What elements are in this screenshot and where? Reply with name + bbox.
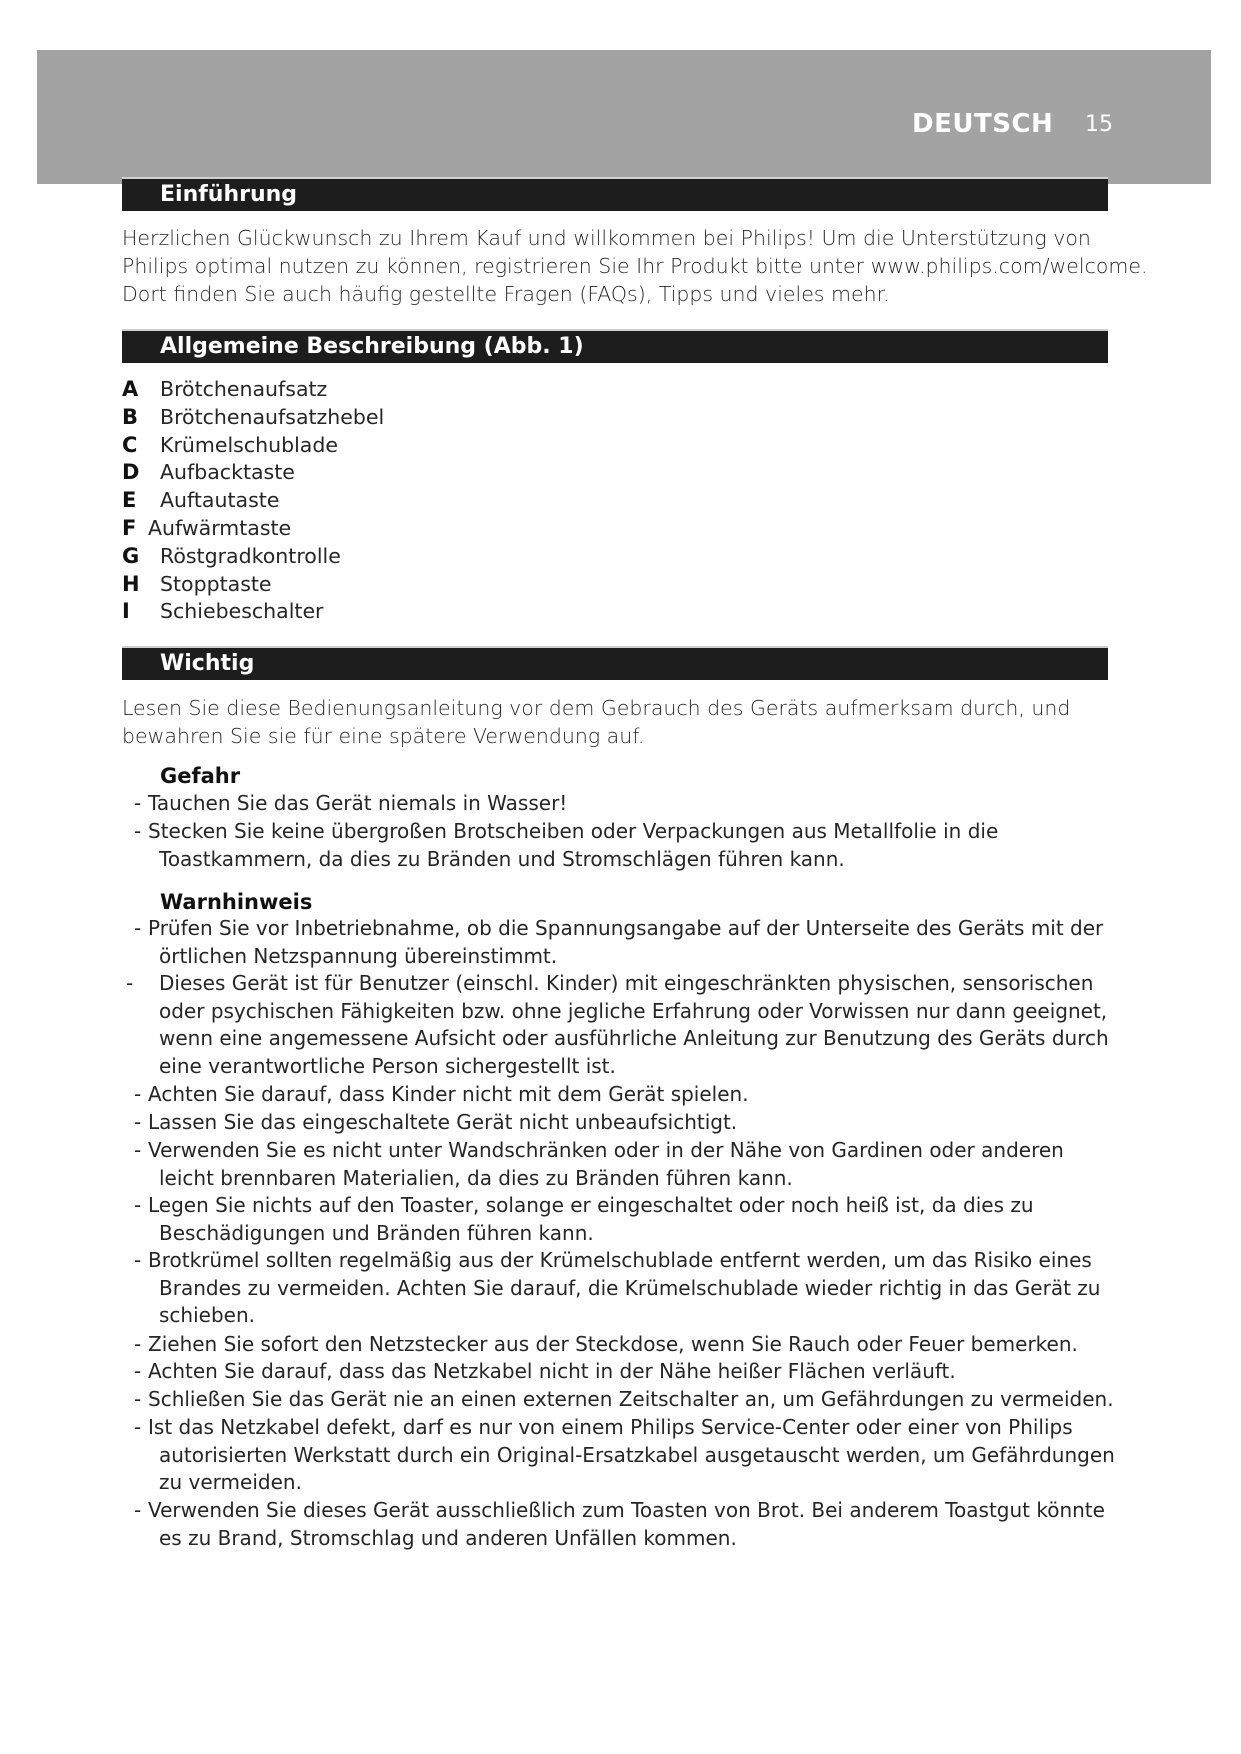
bullet-dash: - bbox=[134, 916, 142, 940]
bullet-text-line: Brotkrümel sollten regelmäßig aus der Krümelschublade entfernt werden, um das Risiko eines bbox=[148, 1248, 1092, 1272]
bullet-dash: - bbox=[134, 1498, 142, 1522]
bullet-dash: - bbox=[134, 1387, 142, 1411]
intro-line-2: Philips optimal nutzen zu können, registrieren Sie Ihr Produkt bitte unter www.philips.com/welcome. bbox=[122, 254, 1148, 278]
part-letter: H bbox=[122, 572, 140, 596]
bullet-text-line: Tauchen Sie das Gerät niemals in Wasser! bbox=[148, 791, 568, 815]
part-label: Auftautaste bbox=[160, 488, 280, 512]
section-bar-description bbox=[122, 329, 1108, 363]
bullet-dash: - bbox=[134, 1193, 142, 1217]
part-letter: F bbox=[122, 516, 137, 540]
bullet-dash: - bbox=[134, 1415, 142, 1439]
bullet-text-line: autorisierten Werkstatt durch ein Original-Ersatzkabel ausgetauscht werden, um Gefährdungen bbox=[159, 1442, 1115, 1467]
page-number: 15 bbox=[1085, 112, 1113, 137]
bullet-text-line: Verwenden Sie dieses Gerät ausschließlich zum Toasten von Brot. Bei anderem Toastgut könnte bbox=[148, 1498, 1105, 1522]
bullet-text-line: Stecken Sie keine übergroßen Brotscheiben oder Verpackungen aus Metallfolie in die bbox=[148, 819, 999, 843]
bullet-text-line: Schließen Sie das Gerät nie an einen externen Zeitschalter an, um Gefährdungen zu vermeiden. bbox=[148, 1387, 1114, 1411]
part-letter: E bbox=[122, 488, 137, 512]
part-letter: A bbox=[122, 377, 139, 401]
part-label: Schiebeschalter bbox=[160, 599, 324, 623]
intro-line-1: Herzlichen Glückwunsch zu Ihrem Kauf und willkommen bei Philips! Um die Unterstützung von bbox=[122, 226, 1091, 250]
part-label: Krümelschublade bbox=[160, 433, 338, 457]
part-label: Aufwärmtaste bbox=[148, 516, 292, 540]
part-letter: G bbox=[122, 544, 140, 568]
bullet-text-line: Dieses Gerät ist für Benutzer (einschl. Kinder) mit eingeschränkten physischen, sensorischen bbox=[159, 971, 1094, 995]
bullet-dash: - bbox=[134, 791, 142, 815]
section-title-intro: Einführung bbox=[160, 182, 298, 207]
bullet-text-line: oder psychischen Fähigkeiten bzw. ohne jegliche Erfahrung oder Vorwissen nur dann geeignet, bbox=[159, 998, 1108, 1023]
part-letter: C bbox=[122, 433, 138, 457]
part-letter: D bbox=[122, 460, 140, 484]
section-bar-intro bbox=[122, 177, 1108, 211]
important-intro-line-2: bewahren Sie sie für eine spätere Verwendung auf. bbox=[122, 724, 645, 748]
intro-line-3: Dort finden Sie auch häufig gestellte Fragen (FAQs), Tipps und vieles mehr. bbox=[122, 282, 890, 306]
header-language: DEUTSCH bbox=[912, 109, 1054, 139]
bullet-text-line: Beschädigungen und Bränden führen kann. bbox=[159, 1220, 594, 1245]
bullet-text-line: Lassen Sie das eingeschaltete Gerät nicht unbeaufsichtigt. bbox=[148, 1110, 738, 1134]
part-letter: I bbox=[122, 599, 130, 623]
section-bar-important bbox=[122, 646, 1108, 680]
bullet-text-line: Brandes zu vermeiden. Achten Sie darauf, die Krümelschublade wieder richtig in das Gerät zu bbox=[159, 1275, 1101, 1300]
part-label: Aufbacktaste bbox=[160, 460, 295, 484]
bullet-text-line: örtlichen Netzspannung übereinstimmt. bbox=[159, 943, 558, 968]
part-label: Röstgradkontrolle bbox=[160, 544, 341, 568]
bullet-dash: - bbox=[134, 1332, 142, 1356]
bullet-dash: - bbox=[134, 1248, 142, 1272]
bullet-dash: - bbox=[134, 1359, 142, 1383]
bullet-dash: - bbox=[126, 971, 134, 995]
danger-heading: Gefahr bbox=[160, 764, 241, 788]
section-title-important: Wichtig bbox=[160, 651, 255, 676]
part-label: Brötchenaufsatz bbox=[160, 377, 328, 401]
bullet-text-line: Toastkammern, da dies zu Bränden und Stromschlägen führen kann. bbox=[159, 846, 845, 871]
bullet-text-line: Achten Sie darauf, dass das Netzkabel nicht in der Nähe heißer Flächen verläuft. bbox=[148, 1359, 956, 1383]
bullet-dash: - bbox=[134, 1138, 142, 1162]
warning-heading: Warnhinweis bbox=[160, 890, 313, 914]
bullet-text-line: wenn eine angemessene Aufsicht oder ausführliche Anleitung zur Benutzung des Geräts durch bbox=[159, 1026, 1109, 1051]
bullet-text-line: Ziehen Sie sofort den Netzstecker aus der Steckdose, wenn Sie Rauch oder Feuer bemerken. bbox=[148, 1332, 1078, 1356]
bullet-text-line: Ist das Netzkabel defekt, darf es nur von einem Philips Service-Center oder einer von Philips bbox=[148, 1415, 1073, 1439]
part-label: Stopptaste bbox=[160, 572, 272, 596]
bullet-dash: - bbox=[134, 1110, 142, 1134]
bullet-text-line: es zu Brand, Stromschlag und anderen Unfällen kommen. bbox=[159, 1525, 737, 1550]
bullet-text-line: Legen Sie nichts auf den Toaster, solange er eingeschaltet oder noch heiß ist, da dies zu bbox=[148, 1193, 1034, 1217]
section-title-description: Allgemeine Beschreibung (Abb. 1) bbox=[160, 334, 584, 359]
bullet-text-line: Achten Sie darauf, dass Kinder nicht mit dem Gerät spielen. bbox=[148, 1082, 749, 1106]
bullet-text-line: Prüfen Sie vor Inbetriebnahme, ob die Spannungsangabe auf der Unterseite des Geräts mit der bbox=[148, 916, 1104, 940]
bullet-dash: - bbox=[134, 819, 142, 843]
bullet-text-line: schieben. bbox=[159, 1303, 255, 1328]
bullet-text-line: zu vermeiden. bbox=[159, 1470, 302, 1495]
bullet-dash: - bbox=[134, 1082, 142, 1106]
bullet-text-line: leicht brennbaren Materialien, da dies zu Bränden führen kann. bbox=[159, 1165, 793, 1190]
bullet-text-line: Verwenden Sie es nicht unter Wandschränken oder in der Nähe von Gardinen oder anderen bbox=[148, 1138, 1064, 1162]
part-letter: B bbox=[122, 405, 139, 429]
bullet-text-line: eine verantwortliche Person sichergestellt ist. bbox=[159, 1054, 616, 1079]
part-label: Brötchenaufsatzhebel bbox=[160, 405, 385, 429]
important-intro-line-1: Lesen Sie diese Bedienungsanleitung vor dem Gebrauch des Geräts aufmerksam durch, und bbox=[122, 696, 1071, 720]
